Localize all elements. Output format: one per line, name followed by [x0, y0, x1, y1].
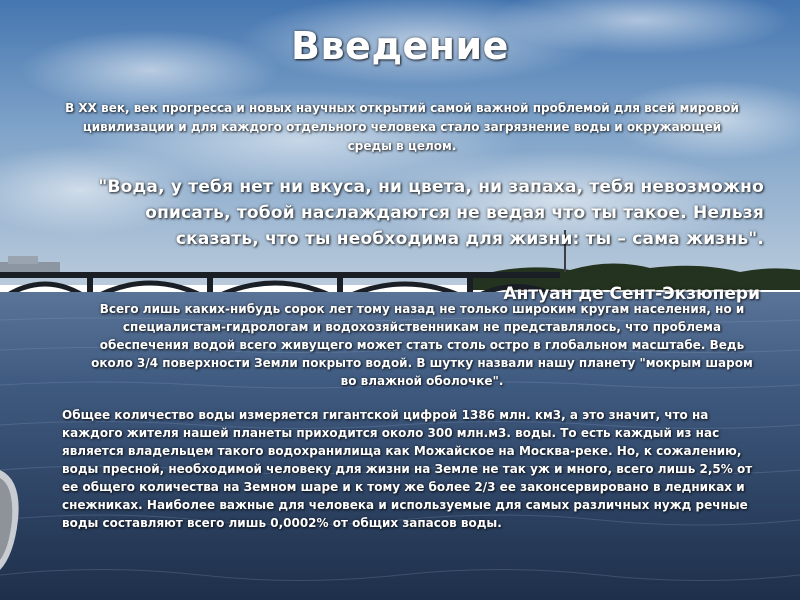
slide-title: Введение [291, 24, 509, 68]
body-paragraph-2: Всего лишь каких-нибудь сорок лет тому назад не только широким кругам населения, но и специалистам-гидрологам и водохозяйственникам не представлялось, что проблема обеспечения водой всего живущего может стать столь остро в глобальном масштабе. Ведь около 3/4 поверхности Земли покрыто водой. В шутку назвали нашу планету "мокрым шаром во влажной оболочке". [91, 302, 753, 388]
quote-author: Антуан де Сент-Экзюпери [503, 284, 760, 304]
body-paragraph-3: Общее количество воды измеряется гигантской цифрой 1386 млн. км3, а это значит, что на каждого жителя нашей планеты приходится около 300 млн.м3. воды. То есть каждый из нас является владельцем такого водохранилища как Можайское на Москва-реке. Но, к сожалению, воды пресной, необходимой человеку для жизни на Земле не так уж и много, всего лишь 2,5% от ее общего количества на Земном шаре и к тому же более 2/3 ее законсервировано в ледниках и снежниках. Наиболее важные для человека и используемые для самых различных нужд речные воды составляют всего лишь 0,0002% от общих запасов воды. [62, 408, 753, 530]
intro-paragraph: В XX век, век прогресса и новых научных открытий самой важной проблемой для всей мировой цивилизации и для каждого отдельного человека стало загрязнение воды и окружающей среды в целом. [65, 101, 739, 153]
quote-text: "Вода, у тебя нет ни вкуса, ни цвета, ни запаха, тебя невозможно описать, тобой наслаждаются не ведая что ты такое. Нельзя сказать, что ты необходима для жизни: ты – сама жизнь". [98, 177, 764, 249]
